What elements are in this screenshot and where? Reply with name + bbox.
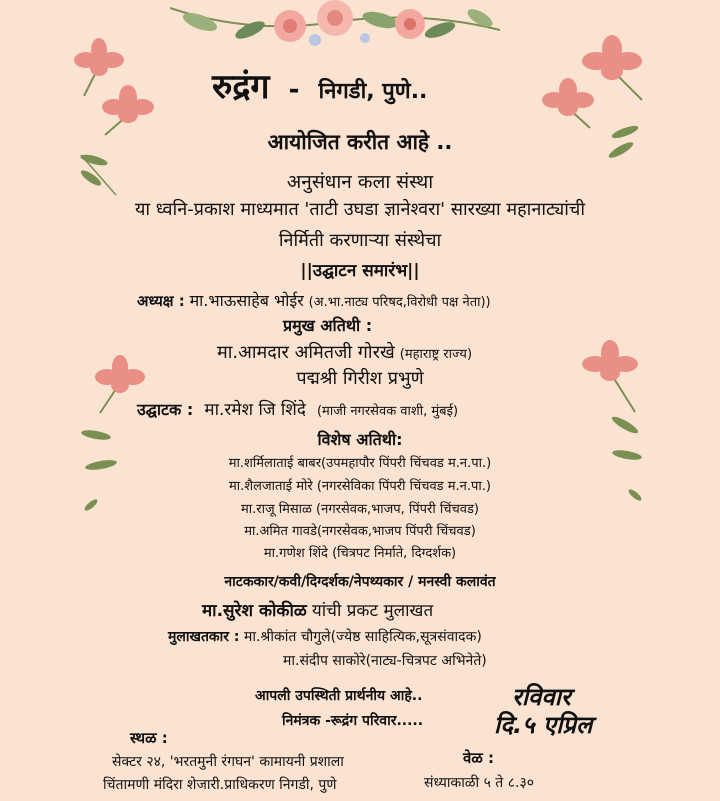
header-dash: -	[288, 75, 300, 105]
presenting-line: आयोजित करीत आहे ..	[267, 130, 453, 154]
interviewee-name: मा.सुरेश कोकीळ	[202, 601, 307, 621]
venue-label: स्थळ :	[130, 729, 168, 747]
inaugurator-row	[137, 397, 458, 420]
interview-roles: नाटककार/कवी/दिग्दर्शक/नेपथ्यकार / मनस्वी कलावंत	[224, 574, 496, 590]
president-label: अध्यक्ष :	[137, 292, 185, 310]
president-name: मा.भाऊसाहेब भोईर	[189, 291, 304, 310]
event-host: निमंत्रक -रूद्रंग परिवार.....	[282, 713, 424, 729]
special-guest-item: मा.शर्मिलाताई बाबर(उपमहापौर पिंपरी चिंचवड म.न.पा.)	[228, 456, 492, 471]
venue-line-2: चिंतामणी मंदिरा शेजारी.प्राधिकरण निगडी, पुणे	[103, 777, 337, 793]
org-name: रुद्रंग	[212, 67, 270, 107]
interviewer-label: मुलाखतकार :	[168, 629, 240, 645]
time-label: वेळ :	[463, 749, 494, 767]
president-note: (अ.भा.नाट्य परिषद,विरोधी पक्ष नेता))	[308, 295, 491, 310]
interviewer-1: मा.श्रीकांत चौगुले(ज्येष्ठ साहित्यिक,सूत्रसंवादक)	[243, 629, 482, 645]
special-guest-item: मा.शैलजाताई मोरे (नगरसेविका पिंपरी चिंचवड म.न.पा.)	[229, 479, 491, 494]
interviewer-2: मा.संदीप साकोरे(नाट्य-चित्रपट अभिनेते)	[283, 653, 487, 669]
attendance-request: आपली उपस्थिती प्रार्थनीय आहे..	[255, 688, 423, 704]
chief-guests-label: प्रमुख अतिथी :	[283, 316, 373, 335]
chief-guest-1-name: मा.आमदार अमितजी गोरखे	[217, 342, 395, 363]
special-guest-item: मा.गणेश शिंदे (चित्रपट निर्माते, दिग्दर्शक)	[263, 546, 457, 561]
special-guests-label: विशेष अतिथी:	[317, 430, 403, 449]
interview-title: यांची प्रकट मुलाखत	[311, 601, 434, 621]
intro-line-1: अनुसंधान कला संस्था	[286, 171, 434, 193]
intro-line-3: निर्मिती करणाऱ्या संस्थेचा	[278, 230, 442, 251]
header-location: निगडी, पुणे..	[318, 79, 428, 104]
inaugurator-note: (माजी नगरसेवक वाशी, मुंबई)	[316, 404, 459, 419]
header-title-row	[212, 62, 427, 108]
flower-right-1	[540, 78, 595, 133]
chief-guest-1-note: (महाराष्ट्र राज्य)	[399, 347, 473, 362]
intro-line-2: या ध्वनि-प्रकाश माध्यमात 'ताटी उघडा ज्ञानेश्वरा' सारख्या महानाट्यांची	[134, 199, 586, 220]
event-title: ||उद्घाटन समारंभ||	[300, 261, 420, 281]
president-row	[137, 289, 491, 311]
event-day: रविवार	[512, 683, 571, 711]
venue-line-1: सेक्टर २४, 'भरतमुनी रंगघन' कामायनी प्रशाला	[112, 754, 344, 770]
time-value: संध्याकाळी ५ ते ८.३०	[424, 775, 535, 791]
special-guest-item: मा.अमित गावडे(नगरसेवक,भाजप पिंपरी चिंचवड)	[244, 524, 476, 539]
interviewer-row	[168, 627, 482, 646]
inaugurator-name: मा.रमेश जि शिंदे	[204, 400, 306, 420]
event-date: दि.५ एप्रिल	[494, 711, 593, 739]
interview-title-row	[202, 598, 433, 621]
chief-guest-2: पद्मश्री गिरीश प्रभुणे	[296, 368, 424, 389]
chief-guest-1	[217, 340, 472, 364]
inaugurator-label: उद्घाटक :	[137, 400, 194, 419]
special-guest-item: मा.राजू मिसाळ (नगरसेवक,भाजप, पिंपरी चिंचवड)	[241, 502, 479, 517]
floral-garland-top	[170, 0, 500, 62]
